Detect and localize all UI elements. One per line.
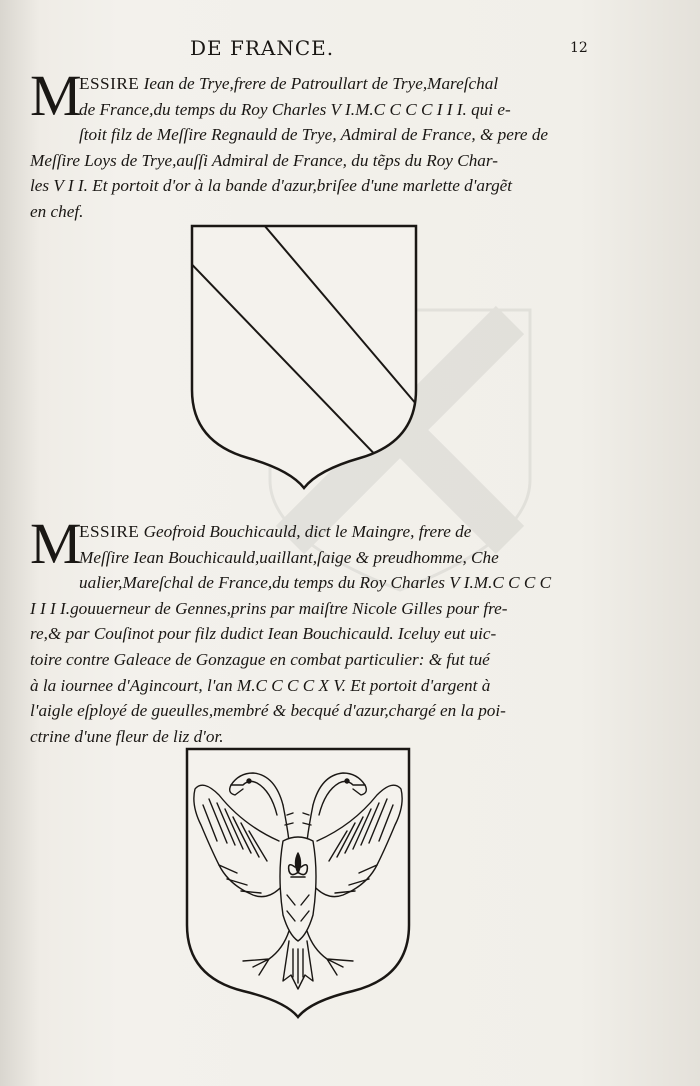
text-line: Meſſire Loys de Trye,auſſi Admiral de France, du tẽps du Roy Char- <box>30 150 498 170</box>
small-caps-title: ESSIRE <box>79 74 140 93</box>
text-line: les V I I. Et portoit d'or à la bande d'azur,briſee d'une marlette d'argẽt <box>30 176 513 196</box>
coat-of-arms-eagle <box>183 745 413 1021</box>
text-line <box>30 519 590 545</box>
entry-bouchicauld <box>30 511 590 749</box>
text-line: ctrine d'une fleur de liz d'or. <box>30 726 224 746</box>
text-line: toire contre Galeace de Gonzague en combat particulier: & fut tué <box>30 649 490 669</box>
small-caps-title: ESSIRE <box>79 522 140 541</box>
text-line: en chef. <box>30 201 84 221</box>
text-line: Meſſire Iean Bouchicauld,uaillant,ſaige & preudhomme, Che <box>79 547 499 567</box>
text-line: re,& par Couſinot pour filz dudict Iean Bouchicauld. Iceluy eut uic- <box>30 624 497 644</box>
text-line-content: Iean de Trye,frere de Patroullart de Trye,Mareſchal <box>143 74 499 93</box>
text-line: ualier,Mareſchal de France,du temps du Roy Charles V I.M.C C C C <box>79 573 552 593</box>
running-head: DE FRANCE. <box>190 36 335 60</box>
text-line <box>30 71 590 97</box>
coat-of-arms-bend <box>188 222 420 492</box>
text-line: de France,du temps du Roy Charles V I.M.C C C C I I I. qui e- <box>79 99 511 119</box>
text-line: ſtoit filz de Meſſire Regnauld de Trye, Admiral de France, & pere de <box>79 125 549 145</box>
page-number: 12 <box>570 40 588 56</box>
text-line-content: Geofroid Bouchicauld, dict le Maingre, frere de <box>143 522 472 541</box>
drop-capital: M <box>30 511 82 576</box>
text-line: à la iournee d'Agincourt, l'an M.C C C C X V. Et portoit d'argent à <box>30 675 491 695</box>
text-line: I I I I.gouuerneur de Gennes,prins par maiſtre Nicole Gilles pour fre- <box>30 598 508 618</box>
text-line: l'aigle eſployé de gueulles,membré & becqué d'azur,chargé en la poi- <box>30 701 506 721</box>
drop-capital: M <box>30 63 82 128</box>
shield-outline <box>192 226 416 488</box>
entry-trye <box>30 63 590 225</box>
